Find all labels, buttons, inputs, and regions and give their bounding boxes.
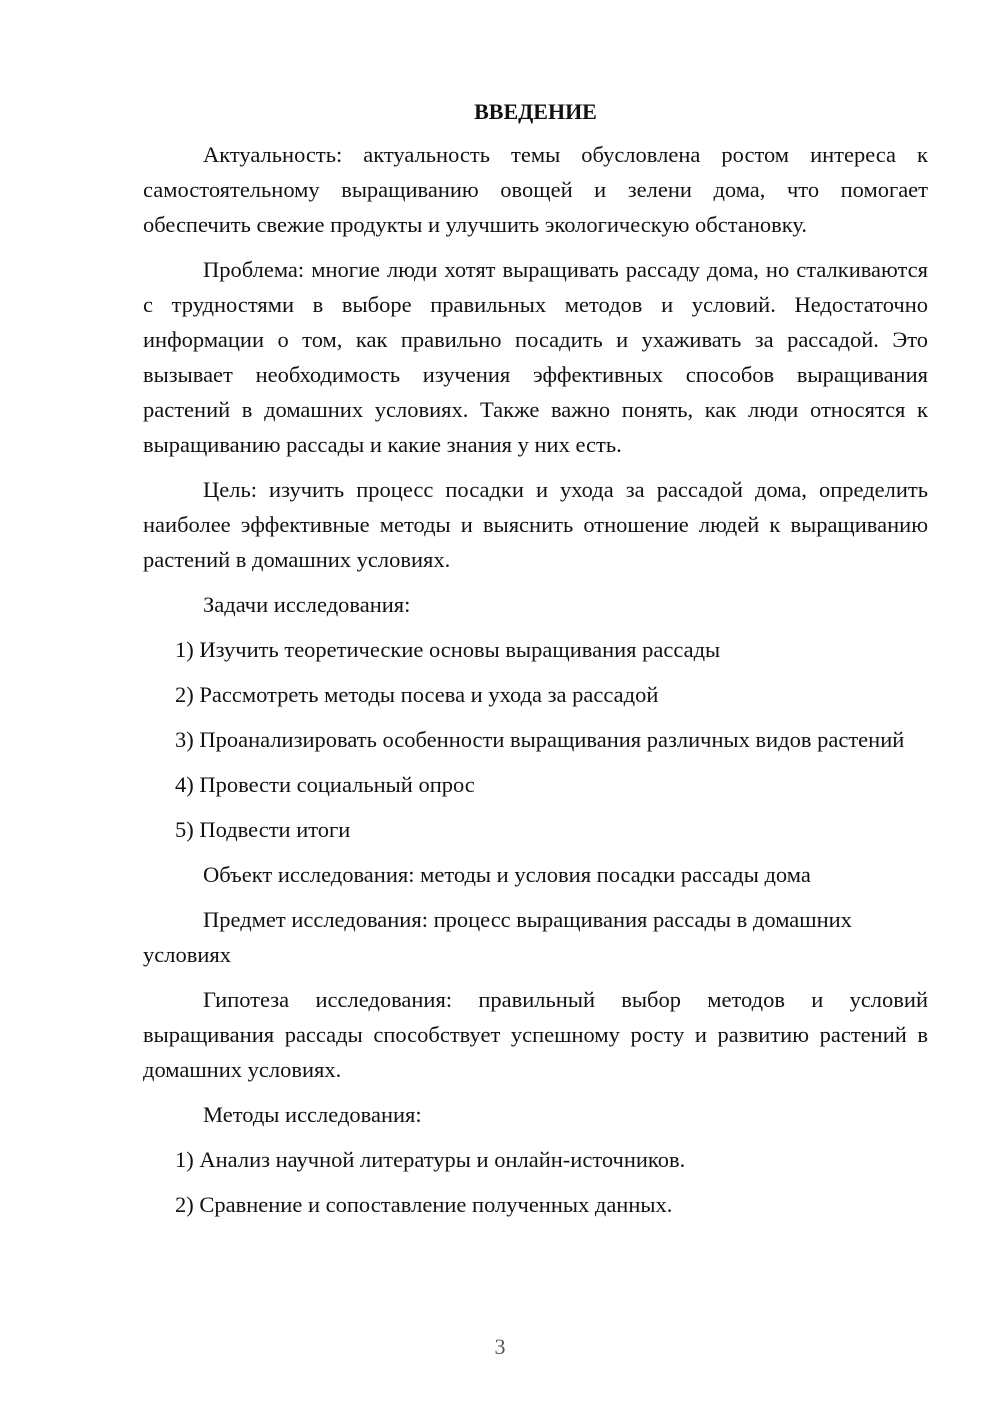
research-hypothesis: Гипотеза исследования: правильный выбор методов и условий выращивания рассады способствует успешному росту и развитию растений в домашних условиях.: [143, 987, 928, 1082]
page-content: [143, 97, 928, 1232]
task-item-1: 1) Изучить теоретические основы выращивания рассады: [175, 637, 721, 662]
task-item-3: 3) Проанализировать особенности выращивания различных видов растений: [175, 727, 905, 752]
methods-heading: Методы исследования:: [203, 1102, 422, 1127]
paragraph-goal: Цель: изучить процесс посадки и ухода за рассадой дома, определить наиболее эффективные методы и выяснить отношение людей к выращиванию растений в домашних условиях.: [143, 477, 928, 572]
paragraph-problem: Проблема: многие люди хотят выращивать рассаду дома, но сталкиваются с трудностями в выборе правильных методов и условий. Недостаточно информации о том, как правильно посадить и ухаживать за рассадой. Это вызывает необходимость изучения эффективных способов выращивания растений в домашних условиях. Также важно понять, как люди относятся к выращиванию рассады и какие знания у них есть.: [143, 257, 928, 457]
method-item-2: 2) Сравнение и сопоставление полученных данных.: [175, 1192, 673, 1217]
paragraph-relevance: Актуальность: актуальность темы обусловлена ростом интереса к самостоятельному выращиванию овощей и зелени дома, что помогает обеспечить свежие продукты и улучшить экологическую обстановку.: [143, 142, 928, 237]
research-object: Объект исследования: методы и условия посадки рассады дома: [203, 862, 811, 887]
section-title: ВВЕДЕНИЕ: [474, 99, 597, 124]
page-number: 3: [494, 1334, 506, 1359]
task-item-4: 4) Провести социальный опрос: [175, 772, 475, 797]
task-item-2: 2) Рассмотреть методы посева и ухода за рассадой: [175, 682, 659, 707]
task-item-5: 5) Подвести итоги: [175, 817, 351, 842]
research-subject: Предмет исследования: процесс выращивания рассады в домашних условиях: [143, 907, 852, 967]
method-item-1: 1) Анализ научной литературы и онлайн-источников.: [175, 1147, 686, 1172]
tasks-heading: Задачи исследования:: [203, 592, 411, 617]
